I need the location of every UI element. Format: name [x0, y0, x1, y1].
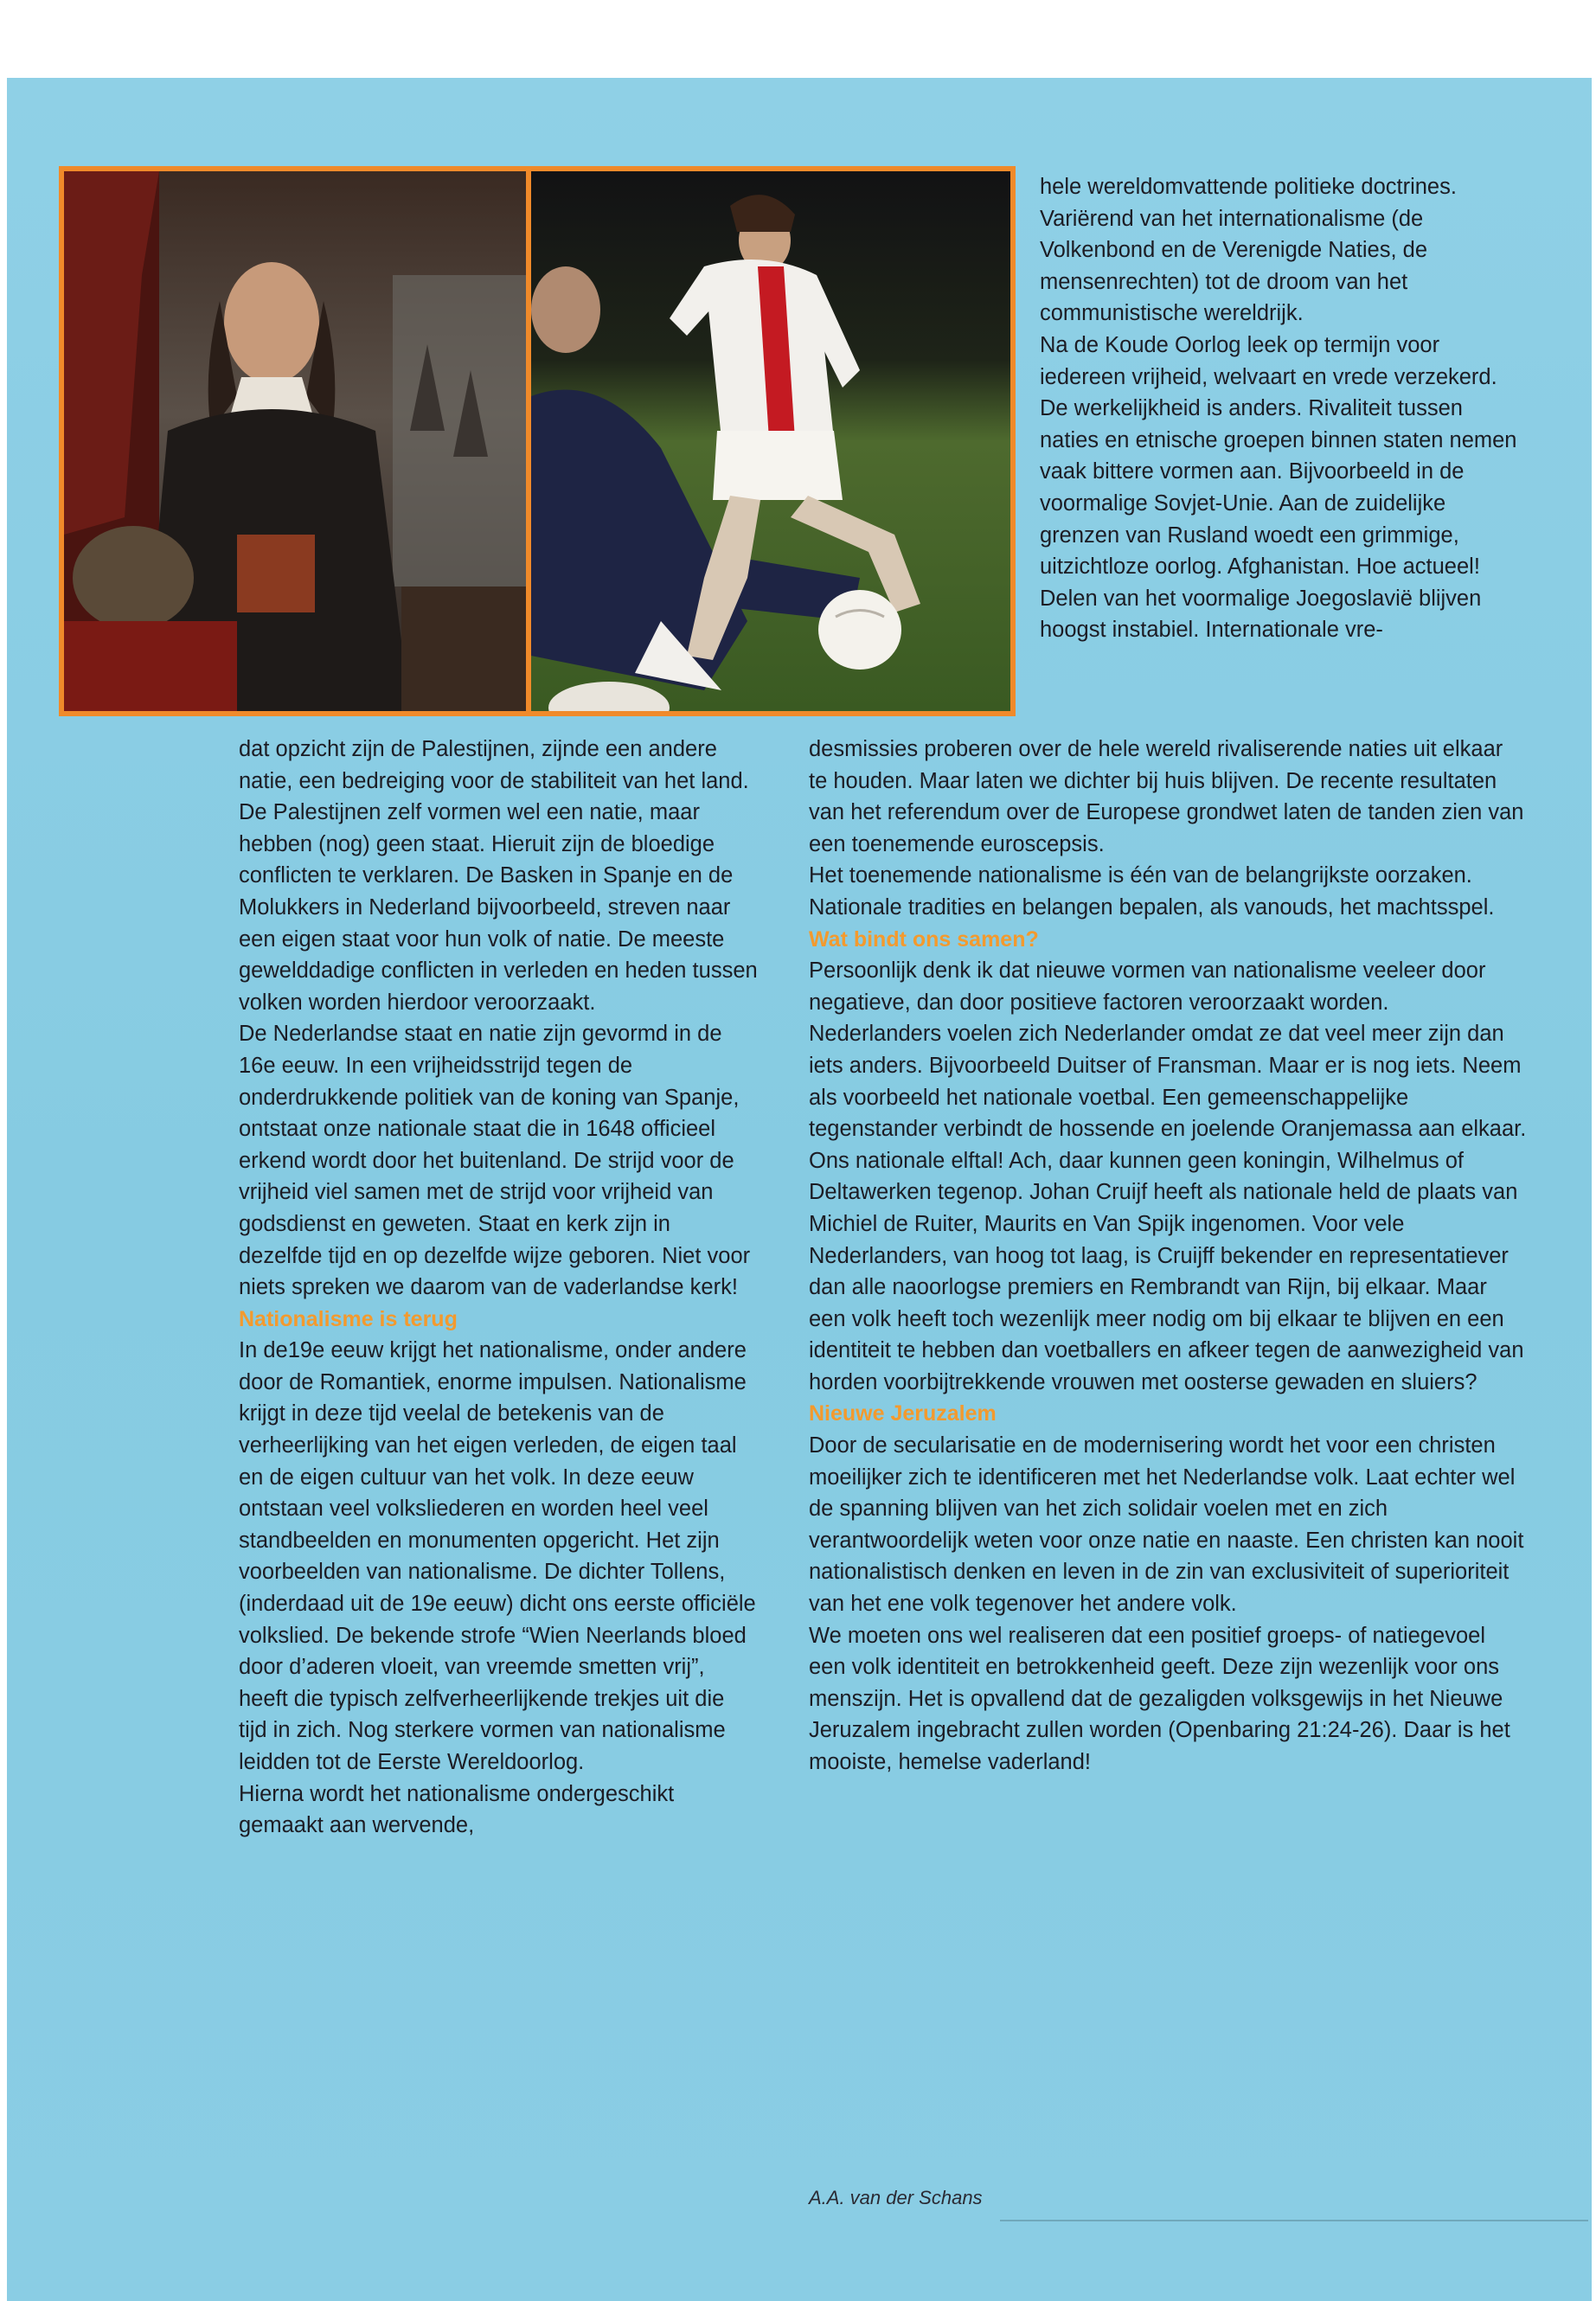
paragraph: Het toenemende nationalisme is één van de belangrijkste oorzaken. Nationale tradities en belangen bepalen, als vanouds, het machtsspel. — [809, 863, 1495, 920]
author-byline: A.A. van der Schans — [809, 2187, 983, 2208]
paragraph: We moeten ons wel realiseren dat een positief groeps- of natiegevoel een volk identiteit en betrokkenheid geeft. Deze zijn wezenlijk voor ons menszijn. Het is opvallend dat de gezaligden volksgewijs in het Nieuwe Jeruzalem ingebracht zullen worden (Openbaring 21:24-26). Daar is het mooiste, hemelse vaderland! — [809, 1623, 1510, 1774]
section-heading: Wat bindt ons samen? — [809, 926, 1039, 952]
left-column — [239, 734, 758, 1842]
paragraph: hele wereldomvattende politieke doctrines. Variërend van het internationalisme (de Volkenbond en de Verenigde Naties, de mensenrechten) tot de droom van het communistische wereldrijk. — [1040, 175, 1457, 326]
paragraph: De Nederlandse staat en natie zijn gevormd in de 16e eeuw. In een vrijheidsstrijd tegen de onderdrukkende politiek van de koning van Spanje, ontstaat onze nationale staat die in 1648 officieel erkend wordt door het buitenland. De strijd voor de vrijheid viel samen met de strijd voor vrijheid van godsdienst en geweten. Staat en kerk zijn in dezelfde tijd en op dezelfde wijze geboren. Niet voor niets spreken we daarom van de vaderlandse kerk! — [239, 1022, 751, 1300]
paragraph: Na de Koude Oorlog leek op termijn voor iedereen vrijheid, welvaart en vrede verzekerd. De werkelijkheid is anders. Rivaliteit tussen naties en etnische groepen binnen staten nemen vaak bittere vormen aan. Bijvoorbeeld in de voormalige Sovjet-Unie. Aan de zuidelijke grenzen van Rusland woedt een grimmige, uitzichtloze oorlog. Afghanistan. Hoe actueel! Delen van het voormalige Joegoslavië blijven hoogst instabiel. Internationale vre- — [1040, 332, 1517, 643]
paragraph: Persoonlijk denk ik dat nieuwe vormen van nationalisme veeleer door negatieve, dan door positieve factoren veroorzaakt worden. Nederlanders voelen zich Nederlander omdat ze dat veel meer zijn dan iets anders. Bijvoorbeeld Duitser of Fransman. Maar er is nog iets. Neem als voorbeeld het nationale voetbal. Een gemeenschappelijke tegenstander verbindt de hossende en joelende Oranjemassa aan elkaar. Ons nationale elftal! Ach, daar kunnen geen koningin, Wilhelmus of Deltawerken tegenop. Johan Cruijf heeft als nationale held de plaats van Michiel de Ruiter, Maurits en Van Spijk ingenomen. Voor vele Nederlanders, van hoog tot laag, is Cruijff bekender en representatiever dan alle naoorlogse premiers en Rembrandt van Rijn, bij elkaar. Maar een volk heeft toch wezenlijk meer nodig om bij elkaar te blijven en een identiteit te hebben dan voetballers en afkeer tegen de aanwezigheid van horden voorbijtrekkende vrouwen met oosterse gewaden en sluiers? — [809, 958, 1527, 1394]
paragraph: In de19e eeuw krijgt het nationalisme, onder andere door de Romantiek, enorme impulsen. Nationalisme krijgt in deze tijd veelal de betekenis van de verheerlijking van het eigen verleden, de eigen taal en de eigen cultuur van het volk. In deze eeuw ontstaan veel volksliederen en worden heel veel standbeelden en monumenten opgericht. Het zijn voorbeelden van nationalisme. De dichter Tollens, (inderdaad uit de 19e eeuw) dicht ons eerste officiële volkslied. De bekende strofe “Wien Neerlands bloed door d’aderen vloeit, van vreemde smetten vrij”, heeft die typisch zelfverheerlijkende trekjes uit die tijd in zich. Nog sterkere vormen van nationalisme leidden tot de Eerste Wereldoorlog. — [239, 1338, 756, 1774]
paragraph: Hierna wordt het nationalisme ondergeschikt gemaakt aan wervende, — [239, 1781, 675, 1838]
bottom-divider — [1000, 2220, 1588, 2221]
football-players-photo-icon — [531, 171, 1010, 711]
paragraph: desmissies proberen over de hele wereld rivaliserende naties uit elkaar te houden. Maar laten we dichter bij huis blijven. De recente resultaten van het referendum over de Europese grondwet laten de tanden zien van een toenemende euroscepsis. — [809, 737, 1524, 856]
magazine-page — [7, 78, 1592, 2301]
paragraph: Door de secularisatie en de modernisering wordt het voor een christen moeilijker zich te identificeren met het Nederlandse volk. Laat echter wel de spanning blijven van het zich solidair voelen met en zich verantwoordelijk weten voor onze natie en naaste. Een christen kan nooit nationalistisch denken en leven in de zin van exclusiviteit of superioriteit van het ene volk tegenover het andere volk. — [809, 1433, 1524, 1617]
right-column — [809, 734, 1527, 1779]
section-heading: Nationalisme is terug — [239, 1306, 458, 1331]
photo-frame — [59, 166, 1016, 716]
top-right-column — [1040, 171, 1524, 646]
paragraph: dat opzicht zijn de Palestijnen, zijnde een andere natie, een bedreiging voor de stabiliteit van het land. De Palestijnen zelf vormen wel een natie, maar hebben (nog) geen staat. Hieruit zijn de bloedige conflicten te verklaren. De Basken in Spanje en de Molukkers in Nederland bijvoorbeeld, streven naar een eigen staat voor hun volk of natie. De meeste gewelddadige conflicten in verleden en heden tussen volken worden hierdoor veroorzaakt. — [239, 737, 758, 1015]
admiral-portrait-painting-icon — [64, 171, 526, 711]
section-heading: Nieuwe Jeruzalem — [809, 1401, 997, 1426]
